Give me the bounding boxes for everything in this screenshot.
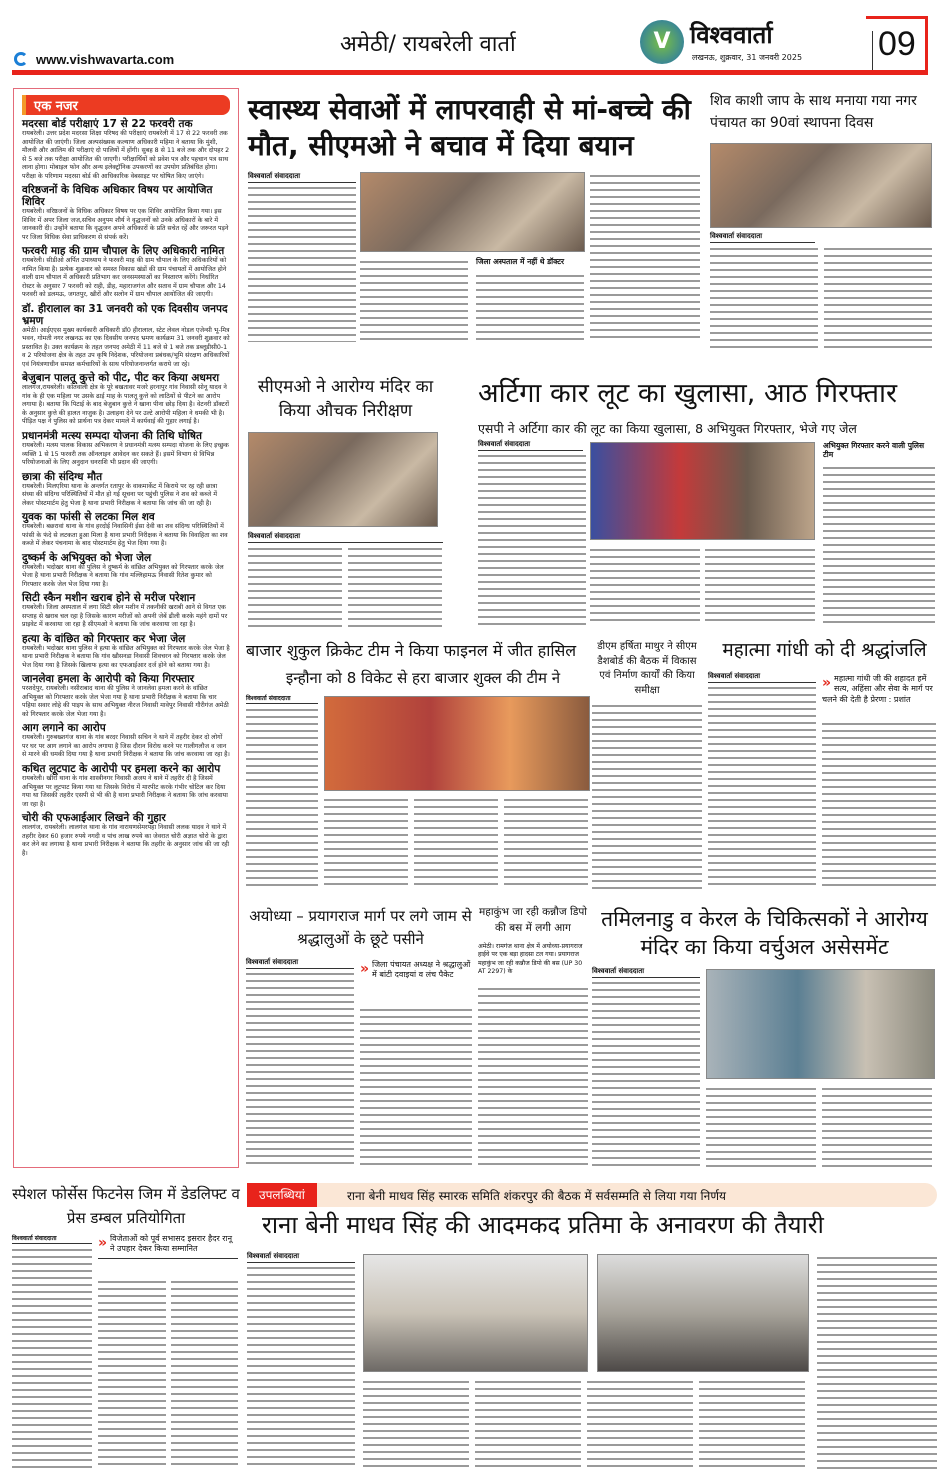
brief-body: अमेठी। आईएएस मुख्य कार्यकारी अधिकारी डॉ0 हीरालाल, स्टेट लेवल नोडल एजेन्सी भू-मित्र भवन, गोमती नगर लखनऊ का एक दिवसीय जनपद भ्रमण कार्यक्रम 31 जनवरी शुक्रवार को प्रस्तावित है। उक्त कार्यक्रम के तहत जनपद अमेठी में 11 बजे से 1 बजे तक डब्लूडीसी0-1 व 2 परियोजना क्षेत्र के तहत उप कृषि निदेशक, परियोजना प्रबंधक/भूमि संरक्षण अधिकारियों एवं नियंत्रणाधीन समस्त कर्मचारियों के साथ परियोजनान्तर्गत कराये जा रहे। [22, 326, 230, 368]
ayodhya-quote-text: जिला पंचायत अध्यक्ष ने श्रद्धालुओं में बांटी दवाइयां व लंच पैकेट [372, 960, 471, 980]
brief-body: रायबरेली। बछरावां थाना के गांव हरदोई निवासिनी ईसा देवी का शव संदिग्ध परिस्थितियों में फांसी के फंदे से लटकता हुआ मिला है थाना प्रभारी निरीक्षक ने बताया कि विवाहिता का शव कब्जे में लेकर पंचनामा के बाद पोस्टमार्टम हेतु भेज दिया गया है। [22, 523, 228, 548]
ertiga-subhead: एसपी ने अर्टिगा कार की लूट का किया खुलासा, 8 अभियुक्त गिरफ्तार, भेजे गए जेल [478, 421, 857, 436]
brief-body: लालगंज, रायबरेली। लालगंज थाना के गांव नारायणसेमरपहा निवासी ललक यादव ने थाने में तहरीर देकर 60 हजार रुपये नगदी व पांच लाख रुपये का जेवरात चोरी अज्ञात चोरो के द्वारा कर लेने का लगाया है थाना प्रभारी निरीक्षक ने बताया कि तहरीर के अनुसार जांच की जा रही है। [22, 824, 230, 857]
cmo-story [248, 532, 443, 630]
gandhi-quote-text: महात्मा गांधी जी की शहादत हमें सत्य, अहिंसा और सेवा के मार्ग पर चलने की देती है प्रेरणा : प्रशांत [822, 674, 933, 704]
brief-headline: प्रधानमंत्री मत्स्य सम्पदा योजना की तिथि घोषित [22, 429, 202, 442]
brief-headline: दुष्कर्म के अभियुक्त को भेजा जेल [22, 551, 152, 564]
brief-body: रायबरेली। मिलएरिया थाना के अन्तर्गत रतापुर के वाकमार्केट में किराये पर रह रही छात्रा संध्या की संदिग्ध परिस्थितियों में मौत हो गई सूचना पर पहुंची पुलिस ने शव को कब्जे में लेकर पोस्टमार्टम हेतु भेजा है थाना प्रभारी निरीक्षक ने बताया कि जांच की जा रही है। [22, 482, 218, 507]
cricket-photo [324, 696, 590, 791]
shiv-text [710, 245, 932, 350]
quote-chevron-icon: » [822, 675, 832, 691]
quote-chevron-icon: » [360, 961, 370, 977]
cricket-story [246, 694, 591, 889]
brief-body: रायबरेली। गुरुबख्शगंज थाना के गांव बरदर निवासी सचिन ने थाने में तहरीर देकर दो लोगों पर घर पर आग लगाने का आरोप लगाया है जिस दौरान विरोध करने पर गालीगलौज व जान से मारने की धमकी दिया गया है थाना प्रभारी निरीक्षक ने बताया कि जांच करवाया जा रहा है। [22, 734, 230, 759]
rana-headline: राना बेनी माधव सिंह की आदमकद प्रतिमा के अनावरण की तैयारी [262, 1211, 824, 1239]
brief-headline: वरिष्ठजनों के विधिक अधिकार विषय पर आयोजित शिविर [22, 184, 213, 209]
rana-photo-2 [597, 1254, 809, 1372]
gym-story [12, 1234, 240, 1469]
gym-quote [98, 1234, 238, 1259]
rana-story [247, 1252, 937, 1469]
cmo-text [248, 545, 443, 630]
brief-headline: सिटी स्कैन मशीन खराब होने से मरीज परेशान [22, 592, 196, 605]
cricket-text-2 [324, 796, 590, 889]
lead-text-col3 [476, 272, 584, 342]
page-number-box [866, 16, 928, 74]
lead-text-col4 [590, 172, 700, 342]
brief-headline: चोरी की एफआईआर लिखने की गुहार [22, 812, 166, 824]
brief-headline: जानलेवा हमला के आरोपी को किया गिरफ्तार [22, 673, 195, 686]
byline: विश्ववार्ता संवाददाता [708, 672, 816, 683]
brief-body: रायबरेली। उत्तर प्रदेश मदरसा शिक्षा परिषद की परीक्षाएं रायबरेली में 17 से 22 फरवरी तक आयोजित की जाएंगी। जिला अल्पसंख्यक कल्याण अधिकारी महिमा ने बताया कि मुंशी, मौलवी और आलिम की परीक्षाएं दो पालियों में होंगी। सुबह 8 से 11 बजे तक और दोपहर 2 से 5 बजे तक परीक्षा आयोजित की जाएगी। परीक्षार्थियों को प्रवेश पत्र और पहचान पत्र साथ लाना होगा। मोबाइल फोन और अन्य इलेक्ट्रॉनिक उपकरणों का उपयोग प्रतिबंधित होगा। परीक्षा के परिणाम मदरसा बोर्ड की आधिकारिक वेबसाइट पर घोषित किए जाएंगे। [22, 130, 230, 180]
masthead [0, 0, 945, 75]
tamilnadu-text-1 [592, 979, 700, 1167]
brief-headline: छात्रा की संदिग्ध मौत [22, 470, 103, 483]
gandhi-text-2 [822, 720, 936, 890]
ayodhya-story [246, 958, 474, 1168]
rana-tag: उपलब्धियां [247, 1183, 317, 1207]
quote-chevron-icon: » [98, 1235, 108, 1251]
ek-nazar-column [13, 88, 239, 1168]
page-number: 09 [878, 25, 916, 63]
ayodhya-text-2 [360, 1006, 472, 1168]
brief-body: रायबरेली। भदोखर थाना पुलिस ने हत्या के वांछित अभियुक्त को गिरफ्तार करके जेल भेजा है थाना प्रभारी निरीक्षक ने बताया कि गांव खौसनडा निवासी शिवचरन को गिरफ्तार करके जेल भेज दिया गया है जिसके खिलाफ हत्या का एफआईआर दर्ज होने को बताया गया है। [22, 644, 230, 669]
gandhi-text-1 [708, 684, 816, 890]
gym-headline: स्पेशल फोर्सेस फिटनेस जिम में डेडलिफ्ट व प्रेस डम्बल प्रतियोगिता [12, 1185, 240, 1227]
mahakumbh-text [478, 985, 588, 1168]
tamilnadu-headline: तमिलनाडु व केरल के चिकित्सकों ने आरोग्य मंदिर का किया वर्चुअल असेसमेंट [601, 907, 928, 960]
ertiga-text-1 [478, 452, 586, 625]
ayodhya-headline: अयोध्या – प्रयागराज मार्ग पर लगे जाम से श्रद्धालुओं के छूटे पसीने [249, 907, 472, 949]
byline: विश्ववार्ता संवाददाता [12, 1234, 92, 1244]
tamilnadu-text-2 [706, 1085, 935, 1167]
rana-text-1 [247, 1264, 355, 1469]
ek-nazar-title: एक नजर [22, 95, 230, 115]
shiv-story [710, 232, 932, 350]
rana-kicker-bar [247, 1183, 937, 1207]
rana-photo-1 [363, 1254, 588, 1372]
brief-body: परशदेपुर, रायबरेली। नसीराबाद थाना की पुलिस ने जानलेवा हमला करने के वांछित अभियुक्त को गिरफ्तार करके जेल भेजा गया है थाना प्रभारी निरीक्षक ने बताया कि चार पहिया सवार लोहे की पाइप के साथ अभियुक्त नीरज निवासी मावेपुर निवासी गौरीगंज अमेठी को गिरफ्तार करके जेल भेजा गया है। [22, 685, 229, 718]
brand-name: विश्ववार्ता [690, 21, 773, 49]
brief-headline: युवक का फांसी से लटका मिल शव [22, 511, 155, 524]
shiv-headline: शिव काशी जाप के साथ मनाया गया नगर पंचायत का 90वां स्थापना दिवस [710, 93, 917, 132]
rana-text-2 [363, 1378, 809, 1469]
rana-kicker: राना बेनी माधव सिंह स्मारक समिति शंकरपुर की बैठक में सर्वसम्मति से लिया गया निर्णय [347, 1189, 726, 1203]
gym-quote-text: विजेताओं को पूर्व सभासद इसरार हैदर रानू ने उपहार देकर किया सम्मानित [110, 1234, 233, 1254]
lead-text-col1 [248, 184, 356, 342]
cricket-text-1 [246, 706, 318, 889]
cmo-photo [248, 432, 438, 527]
cricket-headline: बाजार शुकुल क्रिकेट टीम ने किया फाइनल में जीत हासिल [246, 641, 577, 660]
ertiga-photo [590, 442, 815, 540]
brief-body: रायबरेली। जिला अस्पताल में लगा सिटी स्कैन मशीन में तकनीकी खराबी आने से विगत एक सप्ताह से खराब चल रहा है जिसके कारण मरीजों को अपनी जेबें ढीली करके महंगे दामों पर प्राइवेट में करवाया जा रहा है सीएमओ ने बताया कि जांच करवाया जा रहा है। [22, 604, 228, 629]
ertiga-headline: अर्टिगा कार लूट का खुलासा, आठ गिरफ्तार [478, 378, 898, 409]
cmo-headline: सीएमओ ने आरोग्य मंदिर का किया औचक निरीक्षण [257, 377, 434, 421]
header-rule [12, 70, 928, 75]
brand-logo-icon: V [640, 20, 684, 64]
lead-story [248, 172, 700, 342]
ayodhya-quote [360, 960, 472, 981]
byline: विश्ववार्ता संवाददाता [592, 967, 700, 978]
gandhi-story [708, 672, 936, 890]
brief-headline: फरवरी माह की ग्राम चौपाल के लिए अधिकारी नामित [22, 245, 225, 258]
brief-body: रायबरेली। खीरों थाना के गांव शास्त्रीनगर निवासी अजय ने थाने में तहरीर दी है जिसमें अभियुक्त पर लूटपाट किया गया था जिसके विरोध में मारपीट करके गंभीर चोटिल कर दिया गया था जिसकी तहरीर एसपी से भी की है थाना प्रभारी निरीक्षक ने बताया कि जांच करवाया जा रहा है। [22, 775, 228, 808]
byline: विश्ववार्ता संवाददाता [248, 172, 356, 183]
browser-e-icon [14, 52, 28, 66]
section-title: अमेठी/ रायबरेली वार्ता [340, 32, 516, 57]
byline: विश्ववार्ता संवाददाता [246, 694, 318, 704]
mahakumbh-headline: महाकुंभ जा रही कन्नौज डिपो की बस में लगी आग [478, 906, 588, 934]
gym-text-2 [98, 1278, 238, 1469]
gandhi-headline: महात्मा गांधी को दी श्रद्धांजलि [722, 639, 927, 661]
brief-body: रायबरेली। भदोखर थाना की पुलिस ने दुष्कर्म के वांछित अभियुक्त को गिरफ्तार करके जेल भेजा है थाना प्रभारी निरीक्षक ने बताया कि गांव मल्लिहामऊ निवासी रितेश कुमार को गिरफ्तार करके जेल भेज दिया गया है। [22, 563, 224, 588]
tamilnadu-story [592, 967, 935, 1167]
shiv-photo [710, 143, 932, 228]
brief-headline: मदरसा बोर्ड परीक्षाएं 17 से 22 फरवरी तक [22, 118, 193, 130]
cricket-subhead: इन्हौना को 8 विकेट से हरा बाजार शुक्ल की टीम ने [285, 669, 561, 687]
mahakumbh-lede: अमेठी। रामगंज थाना क्षेत्र में अयोध्या-प्रयागराज हाईवे पर एक बड़ा हादसा टल गया। प्रयागराज महाकुंभ जा रही कन्नौज डिपो की बस (UP 30 AT 2297) के [478, 943, 583, 976]
brief-headline: बेजुबान पालतू कुत्ते को पीट, पीट कर किया अधमरा [22, 372, 220, 385]
brief-headline: हत्या के वांछित को गिरफ्तार कर भेजा जेल [22, 632, 186, 645]
brief-headline: कथित लूटपाट के आरोपी पर हमला करने का आरोप [22, 762, 221, 775]
ertiga-story [478, 440, 935, 625]
brief-body: लालगंज,रायबरेली। कोतवाली क्षेत्र के पूरे बखतावर मजरे हरनापुर गांव निवासी सोनू यादव ने गांव के ही एक महिला पर उसके ढाई माह के पालतू कुत्ते को लाठियों से पीटने का आरोप लगाया है। बताया कि पिटाई के बाद बेजुबान कुत्ते ने खाना पीना छोड़ दिया है। वेटनरी डॉक्टरों के अनुसार कुत्ते की हालत नाजुक है। उलाहना देने पर उल्टे आरोपी महिला ने धमकी भी है। पीड़ित पक्ष ने पुलिस को प्रार्थना पत्र देकर मामले में कार्यवाई की गुहार लगाई है। [22, 384, 230, 426]
brief-body: रायबरेली। सीडीओ अर्पित उपाध्याय ने फरवरी माह की ग्राम चौपाल के लिए अधिकारियों को नामित किया है। प्रत्येक शुक्रवार को समस्त विकास खंडों की ग्राम पंचायतों में आयोजित होने वाली ग्राम चौपाल में अधिकारी प्रतिभाग कर जनसमस्याओं का निस्तारण करेंगे। निर्धारित रोस्टर के अनुसार 7 फरवरी को राही, डीह, महाराजगंज और सताव में ग्राम चौपाल और 14 फरवरी को डलमऊ, जगतपुर, खीरों और सलोन में ग्राम चौपाल आयोजित की जाएगी। [22, 257, 227, 299]
ertiga-sidehead: अभियुक्त गिरफ्तार करने वाली पुलिस टीम [823, 441, 925, 459]
brief-headline: आग लगाने का आरोप [22, 722, 106, 735]
byline: विश्ववार्ता संवाददाता [246, 958, 354, 969]
divider [872, 31, 873, 73]
lead-subhead: जिला अस्पताल में नहीं थे डॉक्टर [476, 257, 565, 266]
byline: विश्ववार्ता संवाददाता [248, 532, 443, 543]
ertiga-text-3 [823, 464, 935, 625]
lead-text-col2 [360, 258, 468, 342]
brief-headline: डॉ. हीरालाल का 31 जनवरी को एक दिवसीय जनपद भ्रमण [22, 302, 228, 327]
byline: विश्ववार्ता संवाददाता [478, 440, 583, 451]
tamilnadu-photo [706, 969, 935, 1079]
rana-text-3 [817, 1254, 937, 1469]
brief-body: रायबरेली। मत्स्य पालक विकास अभिकरण ने प्रधानमंत्री मत्स्य सम्पदा योजना के लिए इच्छुक व्यक्ति 1 से 15 फरवरी तक ऑनलाइन आवेदन कर सकते हैं। इसमें विभाग से विभिन्न परियोजनाओं के लिए अनुदान धनराशि भी प्रदान की जाएगी। [22, 442, 229, 466]
lead-photo [360, 172, 585, 252]
ertiga-text-2 [590, 546, 815, 625]
gandhi-quote [822, 674, 936, 705]
dm-headline: डीएम हर्षिता माथुर ने सीएम डैशबोर्ड की बैठक में विकास एवं निर्माण कार्यों की किया समीक्षा [597, 641, 697, 696]
lead-headline: स्वास्थ्य सेवाओं में लापरवाही से मां-बच्चे की मौत, सीएमओ ने बचाव में दिया बयान [248, 93, 691, 163]
ayodhya-text-1 [246, 970, 354, 1168]
brief-body: रायबरेली। वरिष्ठजनों के विधिक अधिकार विषय पर एक शिविर आयोजित किया गया। इस शिविर में अपर जिला जज,सचिव अनुपम शौर्य ने वृद्धजनों को उनके अधिकारों के बारे में जानकारी दी। उन्होंने बताया कि वृद्धजन अपने अधिकारों के प्रति सचेत रहें और जरूरत पड़ने पर जिला विधिक सेवा प्राधिकरण से संपर्क करें। [22, 208, 229, 241]
gym-text-1 [12, 1246, 92, 1469]
website-url: www.vishwavarta.com [36, 52, 175, 67]
dm-text [592, 702, 702, 892]
dateline: लखनऊ, शुक्रवार, 31 जनवरी 2025 [692, 53, 803, 62]
byline: विश्ववार्ता संवाददाता [710, 232, 815, 243]
byline: विश्ववार्ता संवाददाता [247, 1252, 355, 1263]
